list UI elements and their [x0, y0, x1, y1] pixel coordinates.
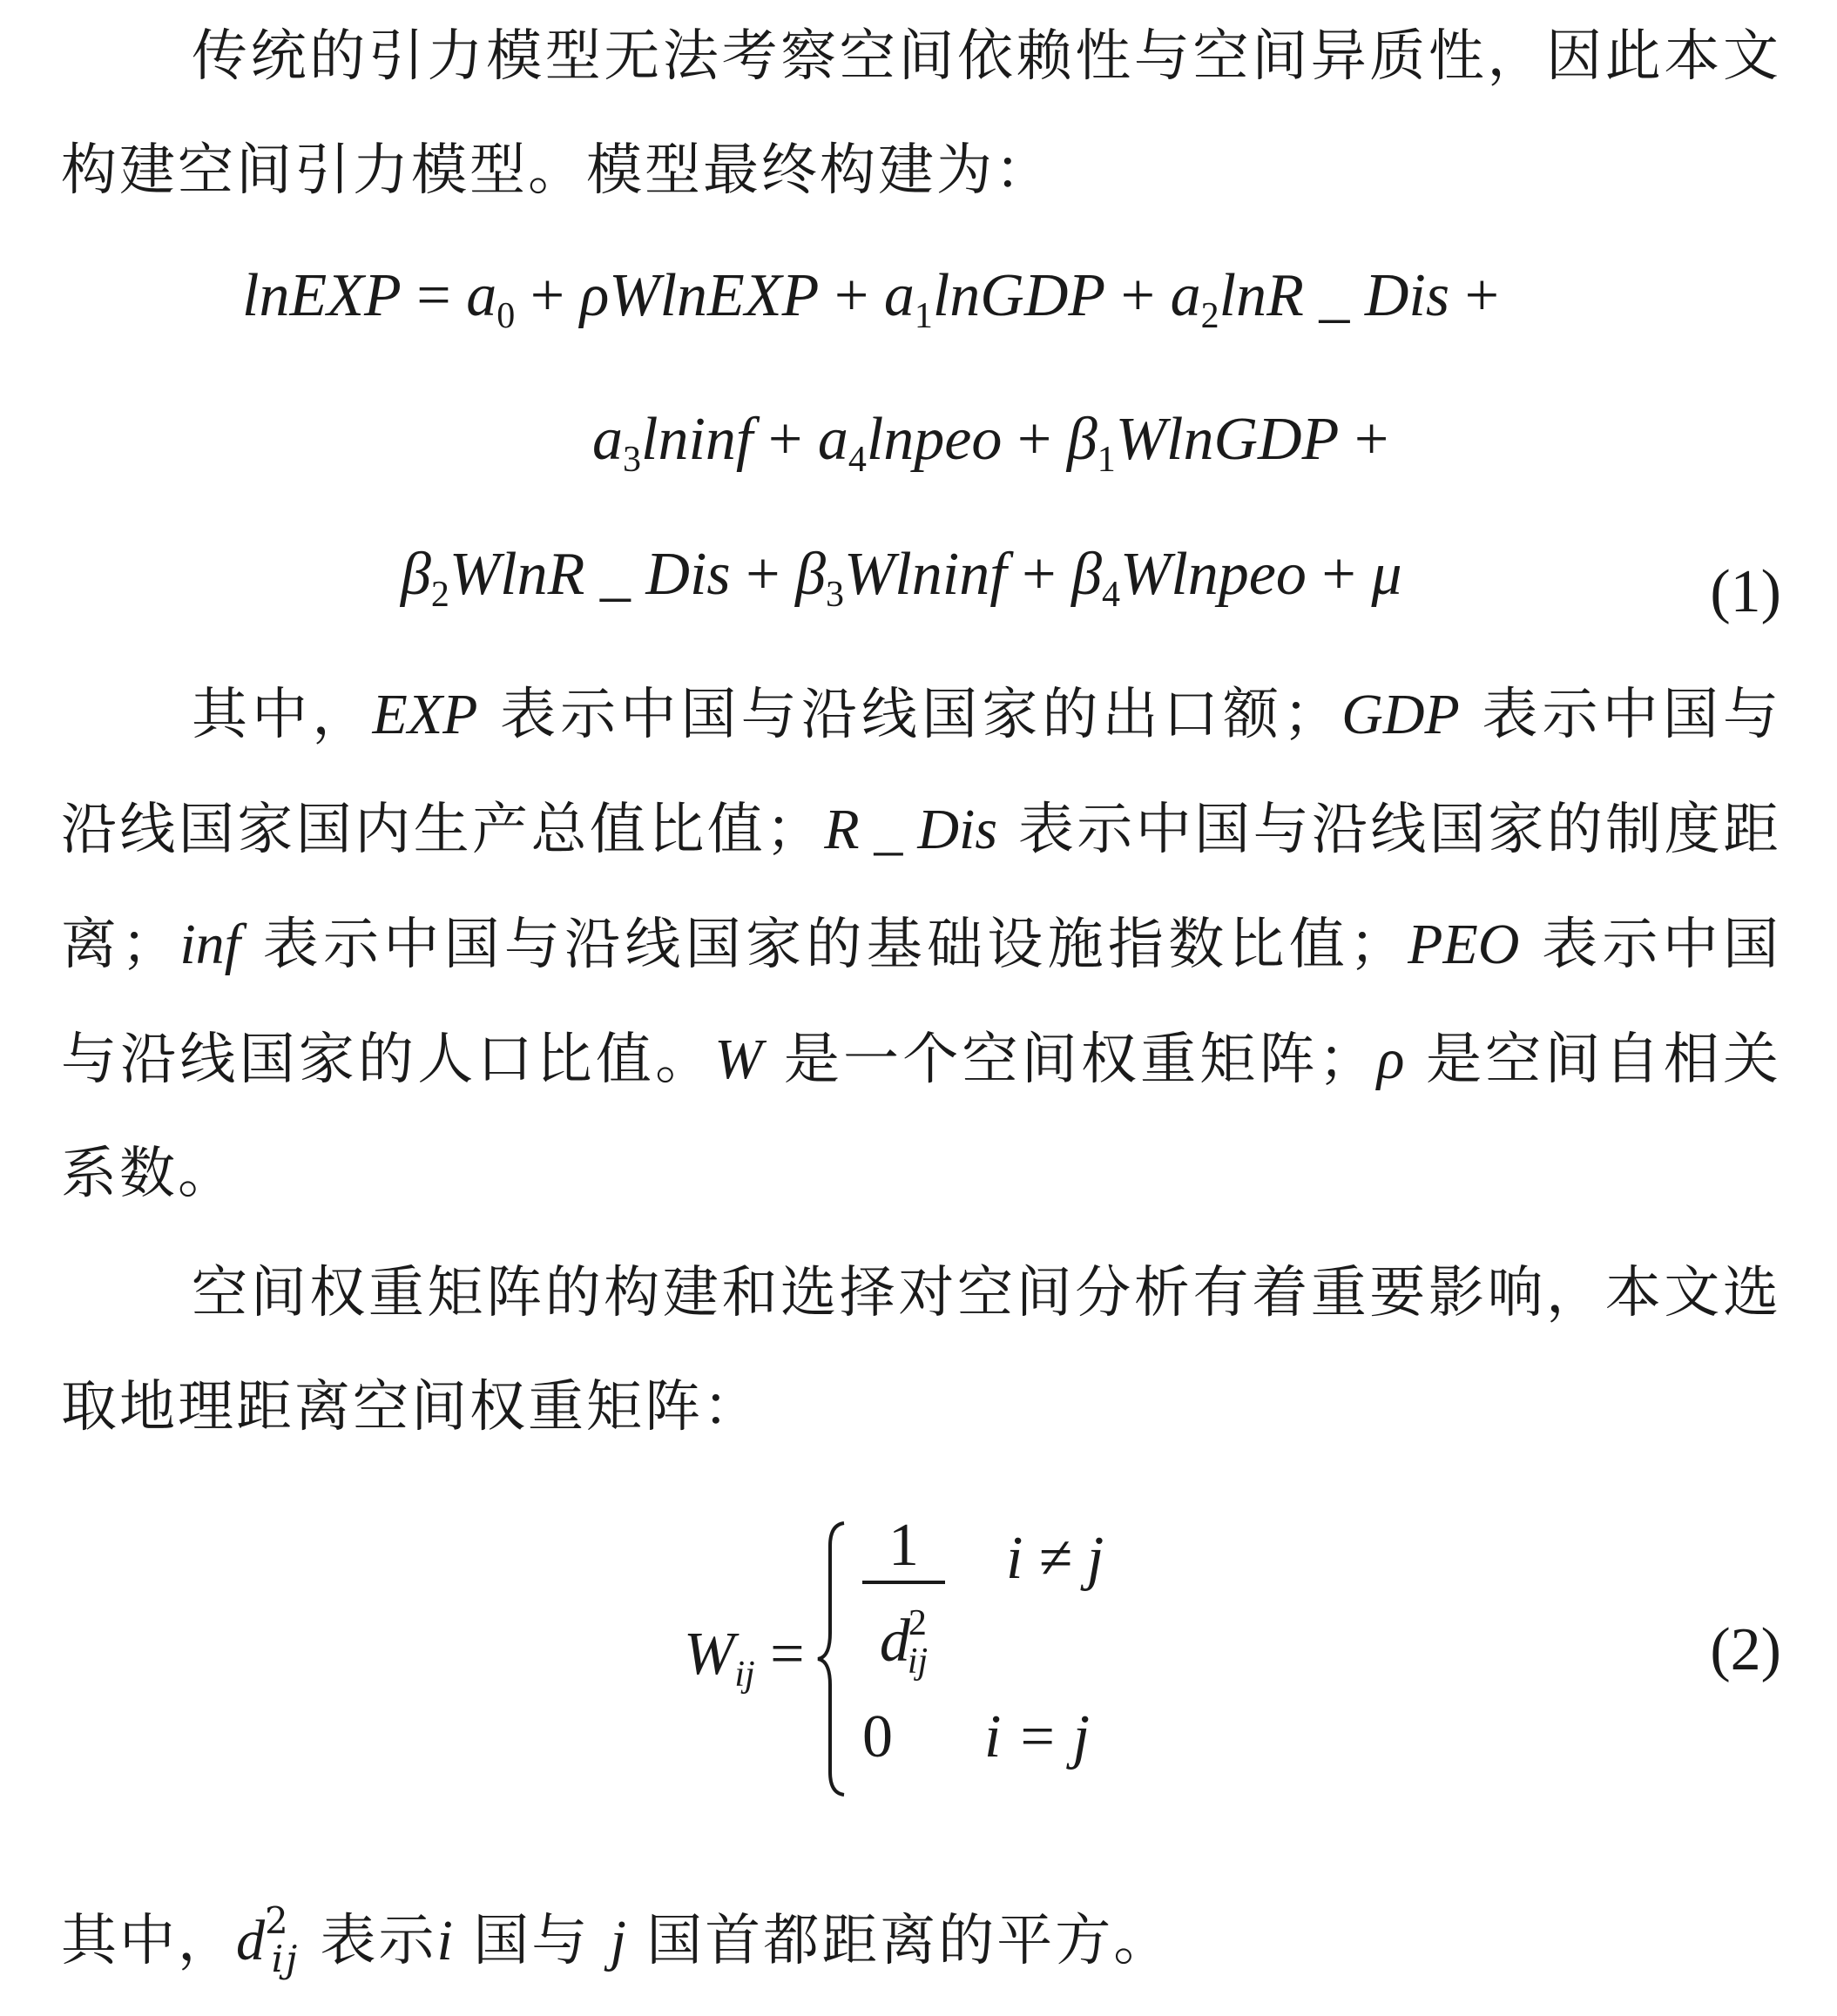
- eq1-operator: +: [1006, 541, 1072, 608]
- variable-d-superscript: 2: [265, 1899, 291, 1942]
- eq1-term: lnGDP: [932, 262, 1106, 329]
- eq1-operator: +: [515, 262, 580, 329]
- eq1-term: WlnR _ Dis: [449, 541, 731, 608]
- para4-text: 其中，: [61, 1909, 236, 1973]
- eq1-subscript: 1: [914, 296, 933, 336]
- equation-2-number: (2): [1710, 1616, 1781, 1683]
- eq1-operator: +: [1105, 262, 1171, 329]
- para4-text: 国与: [452, 1909, 611, 1973]
- eq1-term: β: [1071, 541, 1103, 608]
- variable-rho: ρ: [1376, 1028, 1405, 1091]
- equation-1-line-3: [401, 540, 1401, 616]
- eq1-operator: +: [753, 406, 818, 473]
- eq1-term: μ: [1371, 541, 1402, 608]
- equation-2: [684, 1512, 1172, 1798]
- variables-paragraph: [61, 657, 1781, 1231]
- eq1-operator: +: [1339, 406, 1389, 473]
- para2-text: 表示中国与沿线国家的制度距离；: [61, 798, 1782, 977]
- eq1-operator: +: [819, 262, 884, 329]
- para4-text: 国首都距离的平方。: [625, 1909, 1172, 1973]
- eq2-denominator: [862, 1584, 945, 1701]
- para2-text: 表示中国与沿线国家的出口额；: [477, 683, 1342, 747]
- variable-w: W: [714, 1028, 763, 1091]
- eq2-d-superscript: 2: [908, 1603, 927, 1643]
- distance-paragraph: [61, 1864, 1781, 2016]
- left-brace-icon: [814, 1520, 849, 1798]
- eq1-term: a: [817, 406, 848, 473]
- variable-peo: PEO: [1408, 913, 1520, 976]
- eq1-term: β: [1066, 406, 1097, 473]
- equation-1-line-1: [242, 261, 1499, 337]
- para2-text: 表示中国与沿线国家的人口比值。: [61, 913, 1782, 1092]
- para2-text: 表示中国与沿线国家国内生产总值比值；: [61, 683, 1782, 862]
- variable-inf: inf: [179, 913, 240, 976]
- eq1-term: a: [1170, 262, 1201, 329]
- variable-gdp: GDP: [1341, 683, 1460, 746]
- eq1-operator: =: [401, 262, 467, 329]
- eq1-operator: +: [1306, 541, 1372, 608]
- eq2-condition-2: i = j: [984, 1703, 1091, 1770]
- para4-text: 表示: [300, 1909, 437, 1973]
- equation-1-number: (1): [1710, 558, 1781, 625]
- variable-i: i: [436, 1909, 453, 1972]
- intro-line-2: 此本文构建空间引力模型。模型最终构建为：: [61, 24, 1782, 203]
- eq1-term: lninf: [641, 406, 753, 473]
- eq1-operator: +: [1002, 406, 1067, 473]
- eq1-term: a: [592, 406, 623, 473]
- eq2-d: d: [879, 1608, 910, 1675]
- para2-text: 表示中国与沿线国家的基础设施指数比值；: [240, 913, 1408, 977]
- eq2-w: W: [684, 1621, 735, 1688]
- equation-1-line-2: [592, 405, 1388, 481]
- eq2-w-subscript: ij: [734, 1655, 755, 1695]
- variable-r-dis: R _ Dis: [824, 798, 998, 861]
- para2-text: 是一个空间权重矩阵；: [762, 1028, 1377, 1092]
- eq2-zero: 0: [862, 1703, 893, 1770]
- eq1-subscript: 3: [826, 575, 844, 615]
- eq1-term: Wlnpeo: [1120, 541, 1307, 608]
- intro-paragraph: [61, 0, 1781, 228]
- variable-exp: EXP: [372, 683, 478, 746]
- eq2-numerator: 1: [888, 1512, 919, 1579]
- variable-d: d: [236, 1909, 265, 1972]
- eq2-equals: =: [754, 1621, 805, 1688]
- eq1-operator: +: [730, 541, 796, 608]
- eq1-subscript: 0: [496, 296, 516, 336]
- eq1-subscript: 2: [430, 575, 449, 615]
- eq1-term: WlnGDP: [1115, 406, 1340, 473]
- eq1-term: lnpeo: [866, 406, 1003, 473]
- eq1-subscript: 4: [1102, 575, 1121, 615]
- eq1-term: lnEXP: [242, 262, 402, 329]
- variable-j: j: [610, 1909, 626, 1972]
- eq1-term: β: [795, 541, 826, 608]
- eq2-condition-1: i ≠ j: [1006, 1525, 1104, 1592]
- para2-text: 其中，: [192, 683, 373, 747]
- eq1-subscript: 2: [1200, 296, 1219, 336]
- eq2-lhs: [684, 1620, 805, 1696]
- eq2-d-subscript: ij: [907, 1642, 929, 1682]
- eq1-term: a: [883, 262, 915, 329]
- eq1-subscript: 1: [1097, 440, 1116, 480]
- eq1-term: Wlninf: [844, 541, 1007, 608]
- intro-line-1: 传统的引力模型无法考察空间依赖性与空间异质性，因: [192, 24, 1605, 89]
- eq1-term: a: [466, 262, 497, 329]
- eq1-term: lnR _ Dis: [1219, 262, 1450, 329]
- eq1-operator: +: [1449, 262, 1500, 329]
- eq1-subscript: 4: [848, 440, 867, 480]
- variable-d-subscript: ij: [271, 1938, 301, 1980]
- eq1-term: ρWlnEXP: [579, 262, 820, 329]
- eq1-term: β: [401, 541, 431, 608]
- eq1-subscript: 3: [623, 440, 641, 480]
- eq2-fraction: [862, 1511, 945, 1701]
- weight-matrix-paragraph: 空间权重矩阵的构建和选择对空间分析有着重要影响，本文选取地理距离空间权重矩阵：: [61, 1261, 1781, 1440]
- para2-text: 是空间自相关系数。: [61, 1028, 1782, 1206]
